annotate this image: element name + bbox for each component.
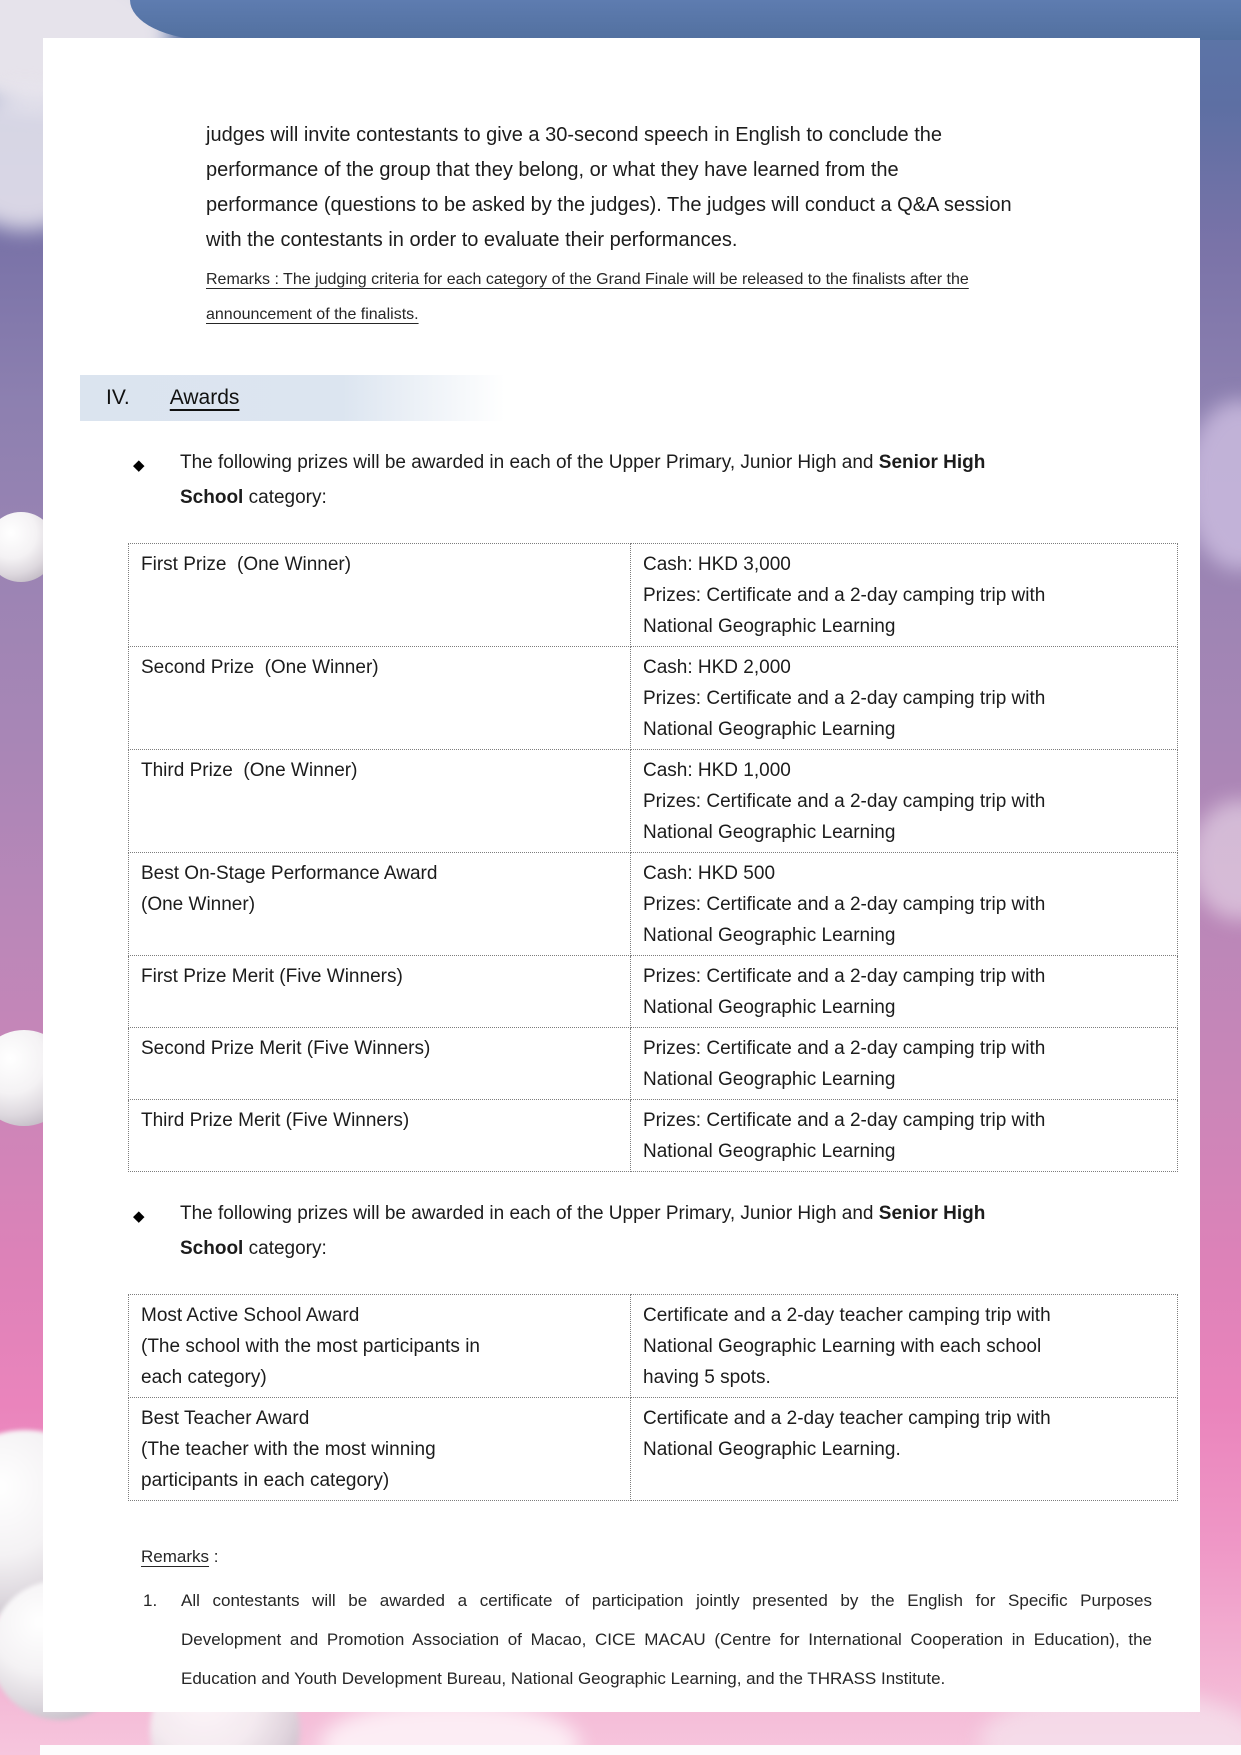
section-title: Awards — [169, 386, 240, 409]
bullet-line: The following prizes will be awarded in each of the Upper Primary, Junior High and Senior High — [180, 452, 986, 473]
table-row: Second Prize (One Winner) Cash: HKD 2,000 Prizes: Certificate and a 2-day camping trip with National Geographic Learning — [129, 647, 1178, 750]
diamond-bullet-icon: ◆ — [133, 1208, 145, 1225]
bullet-line: School category: — [180, 1238, 327, 1259]
bullet-line: The following prizes will be awarded in each of the Upper Primary, Junior High and Senior High — [180, 1203, 986, 1224]
table-row: Best Teacher Award (The teacher with the most winning participants in each category) Certificate and a 2-day teacher camping trip with National Geographic Learning. — [129, 1398, 1178, 1501]
table-row: Second Prize Merit (Five Winners) Prizes: Certificate and a 2-day camping trip with National Geographic Learning — [129, 1028, 1178, 1100]
list-number: 1. — [143, 1591, 158, 1610]
final-remarks-label: Remarks : — [141, 1547, 219, 1566]
section-heading-awards — [80, 375, 532, 421]
table-row: Third Prize (One Winner) Cash: HKD 1,000 Prizes: Certificate and a 2-day camping trip with National Geographic Learning — [129, 750, 1178, 853]
prize-table — [128, 543, 1178, 1172]
content-sheet — [43, 38, 1200, 1712]
table-row: Best On-Stage Performance Award (One Winner) Cash: HKD 500 Prizes: Certificate and a 2-day camping trip with National Geographic Learning — [129, 853, 1178, 956]
paragraph-line: performance of the group that they belong, or what they have learned from the — [206, 159, 899, 181]
bottom-page-edge — [40, 1745, 1241, 1755]
judging-remarks — [206, 262, 1200, 332]
bullet-prizes-school — [133, 1196, 1200, 1266]
bullet-line: School category: — [180, 487, 327, 508]
table-row: First Prize Merit (Five Winners) Prizes: Certificate and a 2-day camping trip with National Geographic Learning — [129, 956, 1178, 1028]
paragraph-line: judges will invite contestants to give a 30-second speech in English to conclude the — [206, 124, 943, 146]
remarks-line: Remarks : The judging criteria for each category of the Grand Finale will be released to the finalists after the — [206, 271, 969, 288]
paragraph-line: with the contestants in order to evaluate their performances. — [206, 229, 738, 251]
remark-line: All contestants will be awarded a certificate of participation jointly presented by the English for Specific Purposes — [181, 1591, 1152, 1610]
remark-line: Development and Promotion Association of Macao, CICE MACAU (Centre for International Cooperation in Education), the — [181, 1630, 1152, 1649]
final-remark-item — [143, 1581, 1152, 1698]
school-awards-table — [128, 1294, 1178, 1501]
bullet-prizes-individual — [133, 445, 1200, 515]
remark-line: Education and Youth Development Bureau, National Geographic Learning, and the THRASS Institute. — [181, 1669, 946, 1688]
paragraph-line: performance (questions to be asked by the judges). The judges will conduct a Q&A session — [206, 194, 1012, 216]
intro-paragraph — [206, 118, 1200, 258]
diamond-bullet-icon: ◆ — [133, 457, 145, 474]
remarks-line: announcement of the finalists. — [206, 306, 419, 323]
table-row: First Prize (One Winner) Cash: HKD 3,000 Prizes: Certificate and a 2-day camping trip with National Geographic Learning — [129, 544, 1178, 647]
section-numeral: IV. — [106, 386, 130, 409]
top-banner — [130, 0, 1241, 40]
table-row: Most Active School Award (The school with the most participants in each category) Certificate and a 2-day teacher camping trip with National Geographic Learning with each school having 5 spots. — [129, 1295, 1178, 1398]
table-row: Third Prize Merit (Five Winners) Prizes: Certificate and a 2-day camping trip with National Geographic Learning — [129, 1100, 1178, 1172]
